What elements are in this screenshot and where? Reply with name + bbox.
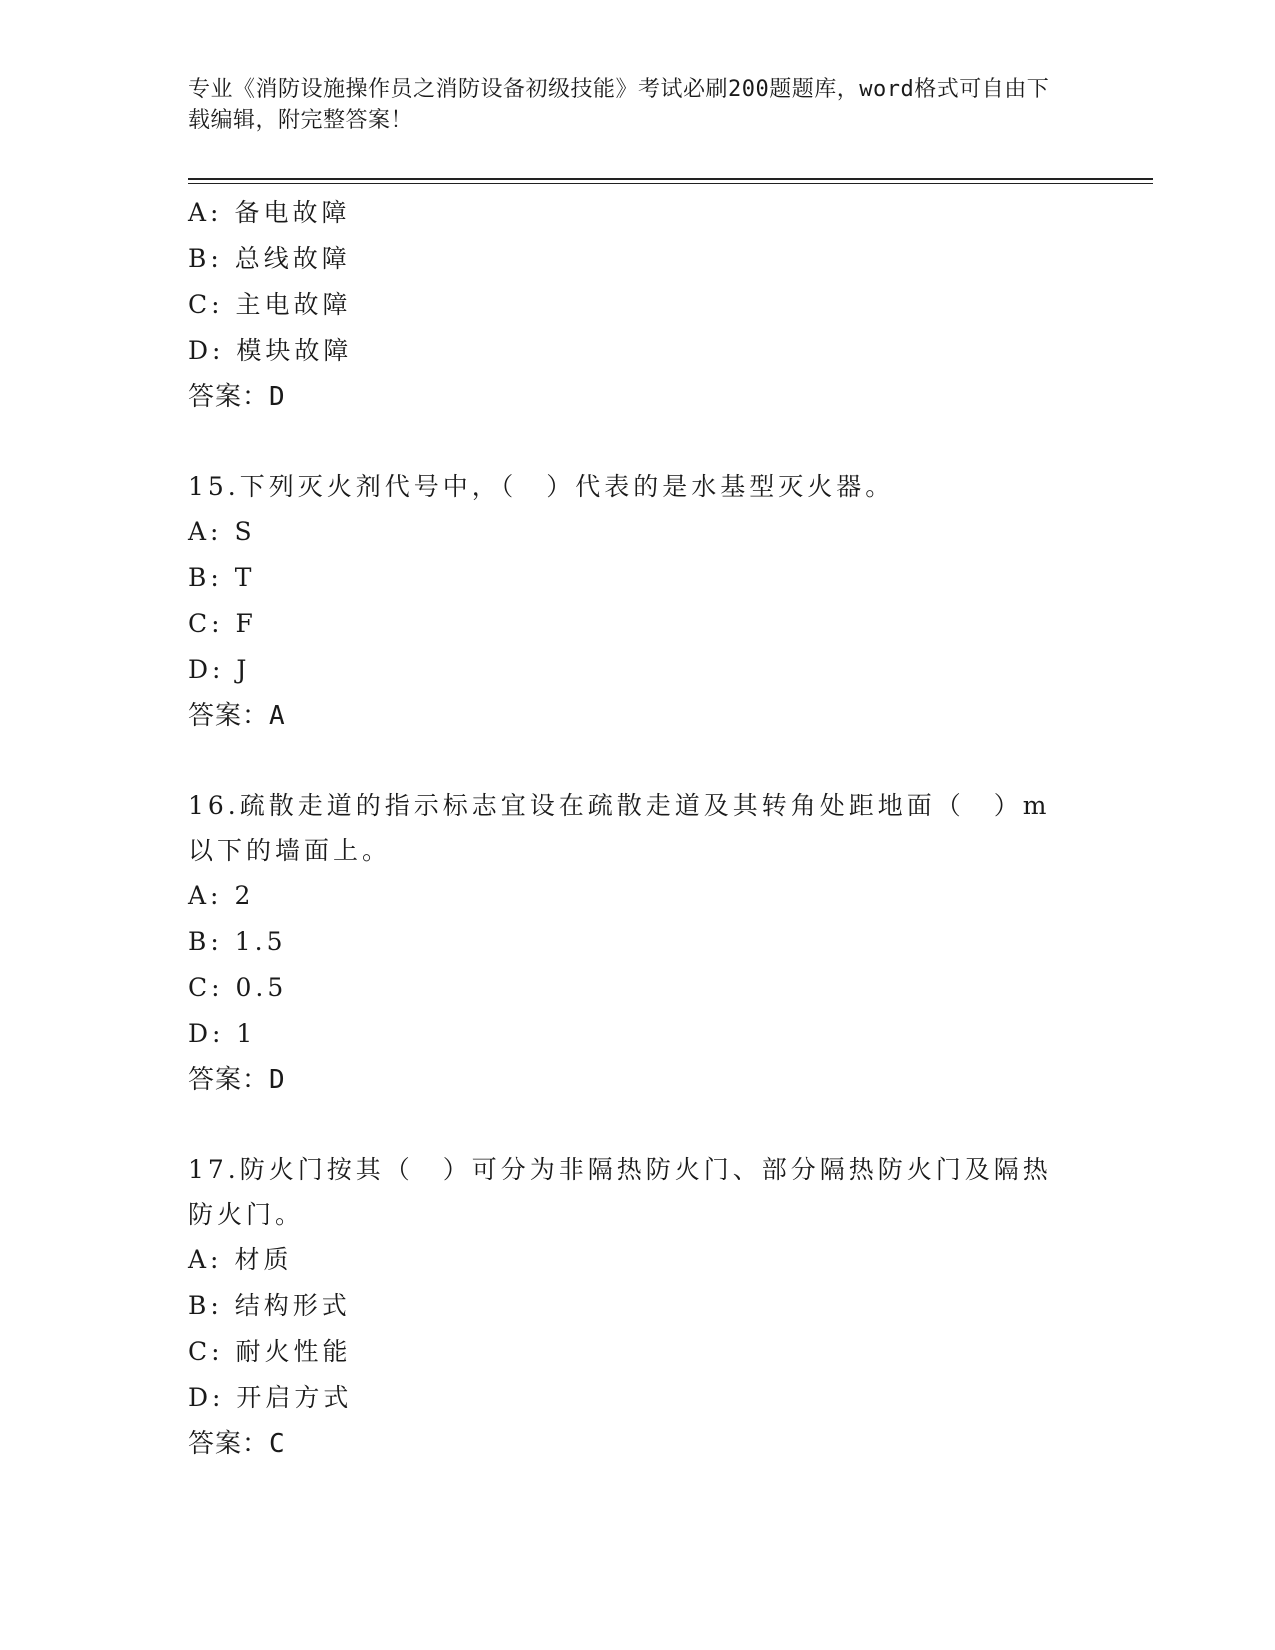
option-a: A: S xyxy=(188,517,256,546)
option-c: C: 主电故障 xyxy=(188,290,352,319)
option-b: B: 1.5 xyxy=(188,927,287,956)
option-b: B: 结构形式 xyxy=(188,1291,351,1320)
option-b: B: T xyxy=(188,563,256,592)
answer-line: 答案：A xyxy=(188,701,286,731)
option-a: A: 材质 xyxy=(188,1245,293,1274)
option-d: D: 1 xyxy=(188,1019,257,1048)
question-14-partial xyxy=(188,190,1068,420)
option-c: C: 耐火性能 xyxy=(188,1337,352,1366)
question-text: 16.疏散走道的指示标志宜设在疏散走道及其转角处距地面（ ）m以下的墙面上。 xyxy=(188,791,1051,865)
question-text: 15.下列灭火剂代号中，（ ）代表的是水基型灭火器。 xyxy=(188,472,895,501)
answer-line: 答案：D xyxy=(188,382,286,412)
option-d: D: 模块故障 xyxy=(188,336,353,365)
question-17 xyxy=(188,1147,1068,1467)
option-c: C: F xyxy=(188,609,257,638)
option-b: B: 总线故障 xyxy=(188,244,351,273)
option-a: A: 2 xyxy=(188,881,255,910)
answer-line: 答案：C xyxy=(188,1429,286,1459)
answer-line: 答案：D xyxy=(188,1065,286,1095)
header-divider xyxy=(188,178,1153,180)
option-d: D: 开启方式 xyxy=(188,1383,353,1412)
document-header: 专业《消防设施操作员之消防设备初级技能》考试必刷200题题库，word格式可自由下载编辑，附完整答案！ xyxy=(188,77,1050,133)
question-list xyxy=(188,190,1068,1467)
question-15 xyxy=(188,464,1068,739)
question-16 xyxy=(188,783,1068,1103)
option-d: D: J xyxy=(188,655,251,684)
header-divider-thin xyxy=(188,183,1153,184)
question-text: 17.防火门按其（ ）可分为非隔热防火门、部分隔热防火门及隔热防火门。 xyxy=(188,1155,1052,1229)
option-a: A: 备电故障 xyxy=(188,198,351,227)
option-c: C: 0.5 xyxy=(188,973,288,1002)
